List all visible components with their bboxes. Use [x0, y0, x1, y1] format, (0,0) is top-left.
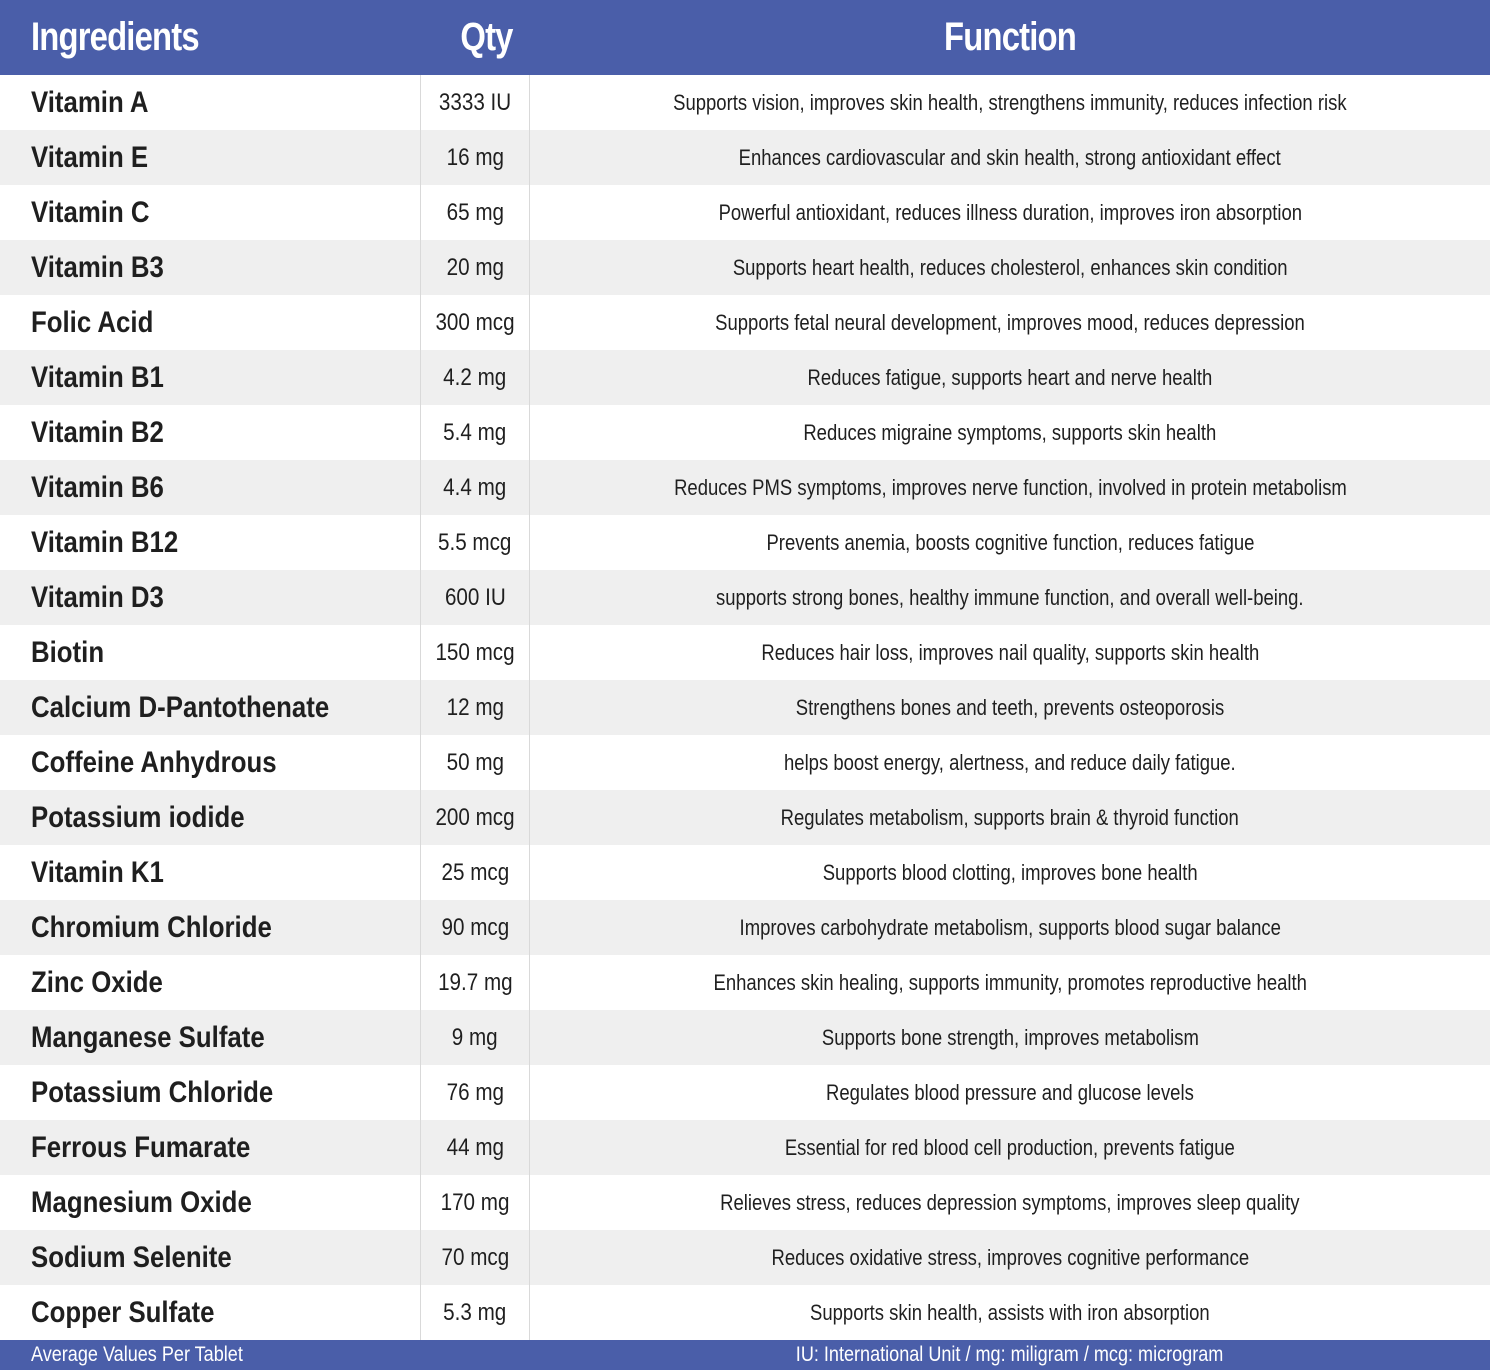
qty-value: 50 mg	[446, 749, 504, 776]
qty-value: 200 mcg	[435, 804, 515, 831]
function-text: Relieves stress, reduces depression symptoms, improves sleep quality	[720, 1190, 1300, 1215]
ingredient-cell: Vitamin D3	[31, 581, 164, 614]
function-text: helps boost energy, alertness, and reduce daily fatigue.	[784, 750, 1236, 775]
function-cell	[530, 570, 1490, 625]
table-row	[0, 515, 1490, 570]
ingredient-cell: Potassium Chloride	[31, 1076, 274, 1109]
table-row	[0, 1175, 1490, 1230]
ingredient-cell: Vitamin B2	[31, 416, 164, 449]
table-body	[0, 75, 1490, 1340]
table-header	[0, 0, 1490, 75]
function-cell	[530, 75, 1490, 130]
qty-cell	[420, 680, 530, 735]
table-row	[0, 1230, 1490, 1285]
table-row	[0, 295, 1490, 350]
qty-cell	[420, 515, 530, 570]
function-cell	[530, 845, 1490, 900]
qty-cell	[420, 845, 530, 900]
header-qty: Qty	[460, 15, 513, 59]
function-cell	[530, 515, 1490, 570]
table-row	[0, 350, 1490, 405]
function-text: Enhances cardiovascular and skin health, strong antioxidant effect	[738, 145, 1282, 170]
qty-cell	[420, 405, 530, 460]
function-cell	[530, 900, 1490, 955]
qty-value: 600 IU	[444, 584, 506, 611]
ingredient-cell: Chromium Chloride	[31, 911, 272, 944]
function-cell	[530, 1120, 1490, 1175]
ingredient-cell: Vitamin B6	[31, 471, 164, 504]
ingredient-cell: Copper Sulfate	[31, 1296, 215, 1329]
table-row	[0, 680, 1490, 735]
function-cell	[530, 350, 1490, 405]
function-text: supports strong bones, healthy immune function, and overall well-being.	[716, 585, 1304, 610]
qty-cell	[420, 1285, 530, 1340]
qty-value: 19.7 mg	[437, 969, 513, 996]
ingredient-cell: Folic Acid	[31, 306, 154, 339]
function-text: Prevents anemia, boosts cognitive function, reduces fatigue	[766, 530, 1254, 555]
qty-cell	[420, 1230, 530, 1285]
table-row	[0, 185, 1490, 240]
ingredient-cell: Vitamin B1	[31, 361, 164, 394]
qty-cell	[420, 1175, 530, 1230]
footer-legend-text: IU: International Unit / mg: miligram / mcg: microgram	[796, 1343, 1224, 1366]
function-text: Supports skin health, assists with iron absorption	[810, 1300, 1210, 1325]
qty-value: 3333 IU	[438, 89, 512, 116]
qty-value: 20 mg	[446, 254, 504, 281]
table-row	[0, 735, 1490, 790]
function-cell	[530, 1175, 1490, 1230]
function-text: Supports blood clotting, improves bone health	[822, 860, 1198, 885]
function-text: Improves carbohydrate metabolism, supports blood sugar balance	[739, 915, 1281, 940]
qty-value: 170 mg	[440, 1189, 510, 1216]
table-row	[0, 240, 1490, 295]
ingredient-cell: Magnesium Oxide	[31, 1186, 252, 1219]
function-cell	[530, 130, 1490, 185]
qty-value: 4.2 mg	[443, 364, 507, 391]
ingredient-cell: Manganese Sulfate	[31, 1021, 265, 1054]
ingredient-cell: Vitamin C	[31, 196, 150, 229]
qty-value: 44 mg	[446, 1134, 504, 1161]
table-row	[0, 900, 1490, 955]
function-cell	[530, 735, 1490, 790]
table-row	[0, 955, 1490, 1010]
table-row	[0, 75, 1490, 130]
function-text: Supports vision, improves skin health, strengthens immunity, reduces infection risk	[673, 90, 1347, 115]
ingredient-cell: Vitamin E	[31, 141, 149, 174]
function-cell	[530, 1010, 1490, 1065]
table-row	[0, 460, 1490, 515]
ingredient-cell: Coffeine Anhydrous	[31, 746, 277, 779]
function-text: Regulates blood pressure and glucose levels	[826, 1080, 1194, 1105]
function-cell	[530, 405, 1490, 460]
qty-value: 5.4 mg	[443, 419, 507, 446]
function-text: Powerful antioxidant, reduces illness duration, improves iron absorption	[718, 200, 1302, 225]
qty-cell	[420, 735, 530, 790]
function-text: Regulates metabolism, supports brain & thyroid function	[780, 805, 1240, 830]
ingredient-cell: Vitamin A	[31, 86, 149, 119]
qty-value: 25 mcg	[441, 859, 509, 886]
function-cell	[530, 1285, 1490, 1340]
ingredient-cell: Vitamin K1	[31, 856, 164, 889]
qty-cell	[420, 790, 530, 845]
qty-cell	[420, 1120, 530, 1175]
qty-value: 70 mcg	[441, 1244, 509, 1271]
footer-note: Average Values Per Tablet	[31, 1343, 243, 1366]
function-cell	[530, 1065, 1490, 1120]
function-text: Reduces hair loss, improves nail quality, supports skin health	[761, 640, 1259, 665]
function-cell	[530, 460, 1490, 515]
qty-value: 9 mg	[452, 1024, 498, 1051]
qty-cell	[420, 240, 530, 295]
ingredient-cell: Sodium Selenite	[31, 1241, 232, 1274]
qty-value: 90 mcg	[441, 914, 509, 941]
function-cell	[530, 680, 1490, 735]
function-text: Supports bone strength, improves metabolism	[821, 1025, 1199, 1050]
qty-cell	[420, 185, 530, 240]
qty-value: 16 mg	[446, 144, 504, 171]
function-text: Reduces oxidative stress, improves cognitive performance	[771, 1245, 1249, 1270]
ingredient-cell: Biotin	[31, 636, 105, 669]
qty-cell	[420, 350, 530, 405]
table-row	[0, 1065, 1490, 1120]
qty-cell	[420, 625, 530, 680]
qty-value: 65 mg	[446, 199, 504, 226]
function-text: Enhances skin healing, supports immunity, promotes reproductive health	[713, 970, 1307, 995]
qty-value: 150 mcg	[435, 639, 515, 666]
table-footer	[0, 1340, 1490, 1370]
qty-cell	[420, 1010, 530, 1065]
table-row	[0, 1285, 1490, 1340]
qty-value: 300 mcg	[435, 309, 515, 336]
ingredient-cell: Calcium D-Pantothenate	[31, 691, 330, 724]
table-row	[0, 625, 1490, 680]
table-row	[0, 570, 1490, 625]
function-text: Supports heart health, reduces cholesterol, enhances skin condition	[732, 255, 1288, 280]
ingredient-cell: Ferrous Fumarate	[31, 1131, 251, 1164]
function-cell	[530, 790, 1490, 845]
function-text: Essential for red blood cell production, prevents fatigue	[785, 1135, 1235, 1160]
qty-cell	[420, 75, 530, 130]
qty-cell	[420, 460, 530, 515]
function-cell	[530, 1230, 1490, 1285]
function-cell	[530, 295, 1490, 350]
function-cell	[530, 185, 1490, 240]
table-row	[0, 845, 1490, 900]
table-row	[0, 1120, 1490, 1175]
footer-legend	[530, 1340, 1490, 1370]
qty-cell	[420, 130, 530, 185]
ingredient-cell: Vitamin B12	[31, 526, 179, 559]
table-row	[0, 1010, 1490, 1065]
qty-cell	[420, 955, 530, 1010]
table-row	[0, 790, 1490, 845]
header-function: Function	[944, 15, 1076, 59]
table-row	[0, 130, 1490, 185]
qty-value: 4.4 mg	[443, 474, 507, 501]
qty-cell	[420, 1065, 530, 1120]
table-row	[0, 405, 1490, 460]
qty-cell	[420, 570, 530, 625]
qty-value: 76 mg	[446, 1079, 504, 1106]
function-text: Strengthens bones and teeth, prevents osteoporosis	[795, 695, 1225, 720]
function-cell	[530, 955, 1490, 1010]
function-cell	[530, 625, 1490, 680]
qty-value: 12 mg	[446, 694, 504, 721]
function-text: Reduces migraine symptoms, supports skin health	[803, 420, 1217, 445]
function-text: Reduces fatigue, supports heart and nerve health	[807, 365, 1213, 390]
qty-cell	[420, 295, 530, 350]
ingredient-cell: Potassium iodide	[31, 801, 245, 834]
qty-value: 5.5 mcg	[438, 529, 512, 556]
ingredient-cell: Vitamin B3	[31, 251, 164, 284]
function-text: Reduces PMS symptoms, improves nerve function, involved in protein metabolism	[673, 475, 1347, 500]
ingredient-cell: Zinc Oxide	[31, 966, 163, 999]
qty-cell	[420, 900, 530, 955]
header-ingredients: Ingredients	[31, 15, 199, 59]
qty-value: 5.3 mg	[443, 1299, 507, 1326]
function-text: Supports fetal neural development, improves mood, reduces depression	[715, 310, 1305, 335]
function-cell	[530, 240, 1490, 295]
